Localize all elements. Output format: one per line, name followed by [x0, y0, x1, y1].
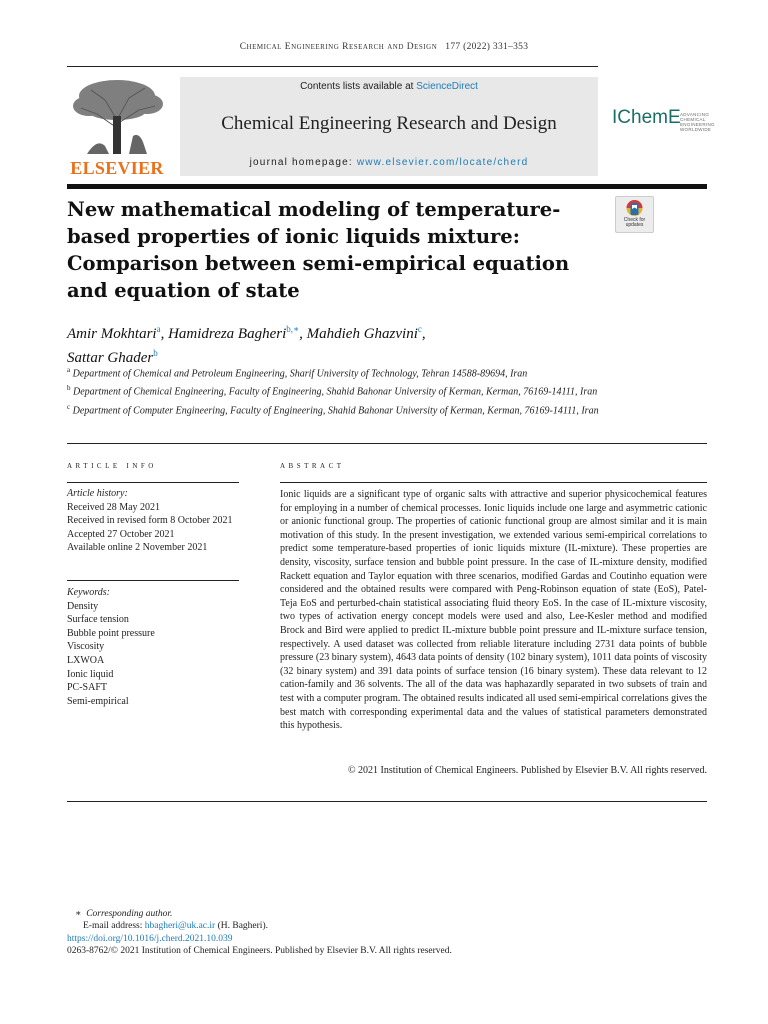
history-item: Available online 2 November 2021	[67, 542, 208, 554]
keywords-label: Keywords:	[67, 587, 110, 598]
contents-prefix: Contents lists available at	[300, 81, 417, 92]
keyword-item[interactable]: Viscosity	[67, 641, 105, 653]
journal-title: Chemical Engineering Research and Design	[221, 113, 557, 134]
running-journal: Chemical Engineering Research and Design	[239, 42, 438, 52]
keywords-rule	[67, 580, 239, 581]
doi-link[interactable]: https://doi.org/10.1016/j.cherd.2021.10.039	[67, 933, 233, 944]
keywords	[67, 586, 239, 708]
abstract-rule	[280, 482, 707, 483]
abstract-text: Ionic liquids are a significant type of organic salts with attractive and superior physicochemical features for employing in a number of chemical processes. Ionic liquids include one large and asymmetric cationic or anionic functional group. The properties of cationic functional group are almost similar and it is main motivation of this study. In the present investigation, we extended various semi-empirical correlations to predict some temperature-based properties of ionic liquids mixture (IL-mixture). These properties are density, viscosity, surface tension and bubble point pressure. In the case of IL-mixture density, modified Rackett equation and Taylor equation with three scenarios, modified Gardas and Coutinho equation were considered and the obtained results were compared with Peng-Robinson equation of state (EoS), Patel-Teja EoS and perturbed-chain statistical associating fluid theory EoS. In the case of IL-mixture viscosity, two types of activation energy concept models were used and also, Lee-Kesler method and modified Brock and Bird were applied to predict IL-mixture bubble point pressure and IL-mixture surface tension, respectively. A used dataset was collected from reliable literature including 2731 data points of bubble pressure (23 binary system), 4643 data points of density (102 binary system), 1011 data points of viscosity (32 binary system) and 391 data points of surface tension (16 binary system). These data relevant to 12 cation-family and 36 solvents. The all of the data was haphazardly separated in two subsets of train and test with a computer program. The obtained results indicated all used semi-empirical correlations gives the best match with corresponding experimental data and the values of statistical parameters demonstrated this hypothesis.	[280, 489, 707, 732]
keyword-item[interactable]: Surface tension	[67, 614, 129, 626]
contents-line	[180, 81, 598, 92]
keyword-item[interactable]: Semi-empirical	[67, 695, 129, 707]
email-link[interactable]: hbagheri@uk.ac.ir	[144, 921, 216, 932]
author-list: Amir Mokhtari$^a$, Hamidreza Bagheri$^{b,∗}$, Mahdieh Ghazvini$^c$, Sattar Ghader$^b$	[67, 324, 426, 366]
crossmark-icon	[616, 197, 653, 219]
section-rule	[67, 443, 707, 444]
journal-homepage	[180, 157, 598, 168]
history-item: Accepted 27 October 2021	[67, 528, 175, 540]
keyword-item[interactable]: Density	[67, 600, 99, 612]
header-rule	[67, 66, 598, 67]
crossmark-label: Check for updates	[623, 217, 646, 228]
author[interactable]: Sattar Ghader$^b$	[67, 348, 158, 366]
icheme-tagline: ADVANCING CHEMICAL ENGINEERING WORLDWIDE	[680, 112, 715, 132]
elsevier-wordmark[interactable]: ELSEVIER	[70, 158, 164, 178]
corresponding-author-note: ∗ Corresponding author.	[75, 909, 173, 919]
affiliation-item: $^c$ Department of Computer Engineering, Faculty of Engineering, Shahid Bahonar University of Kerman, Kerman, 76169-14111, Iran	[67, 402, 599, 416]
footnotes	[67, 908, 707, 958]
keyword-item[interactable]: LXWOA	[67, 654, 105, 666]
sciencedirect-link[interactable]: ScienceDirect	[416, 81, 478, 92]
affiliations	[67, 363, 607, 418]
icheme-logo[interactable]	[612, 107, 715, 137]
author[interactable]: Mahdieh Ghazvini$^c$	[306, 324, 422, 342]
affiliation-item: $^b$ Department of Chemical Engineering, Faculty of Engineering, Shahid Bahonar University of Kerman, Kerman, 76169-14111, Iran	[67, 384, 598, 398]
check-for-updates-button[interactable]	[615, 196, 654, 233]
article-title: New mathematical modeling of temperature-based properties of ionic liquids mixture: Comparison between semi-empirical equation and equation of state	[67, 198, 570, 302]
author[interactable]: Hamidreza Bagheri$^{b,∗}$	[168, 324, 300, 342]
issn-line: 0263-8762/© 2021 Institution of Chemical Engineers. Published by Elsevier B.V. All rights reserved.	[67, 946, 452, 957]
icheme-wordmark: IChemE	[612, 107, 681, 128]
abstract-end-rule	[67, 801, 707, 802]
email-line: E-mail address: hbagheri@uk.ac.ir (H. Bagheri).	[83, 921, 268, 932]
keyword-item[interactable]: Bubble point pressure	[67, 627, 155, 639]
article-info-rule	[67, 482, 239, 483]
homepage-link[interactable]: www.elsevier.com/locate/cherd	[356, 157, 529, 168]
running-citation: 177 (2022) 331–353	[445, 42, 529, 52]
keyword-item[interactable]: Ionic liquid	[67, 668, 114, 680]
abstract-heading: abstract	[280, 461, 345, 471]
homepage-prefix: journal homepage:	[249, 157, 357, 168]
running-header	[0, 42, 768, 52]
keyword-item[interactable]: PC-SAFT	[67, 682, 108, 694]
article-history	[67, 487, 239, 555]
history-label: Article history:	[67, 488, 128, 499]
history-item: Received 28 May 2021	[67, 501, 161, 513]
history-item: Received in revised form 8 October 2021	[67, 515, 233, 527]
affiliation-item: $^a$ Department of Chemical and Petroleum Engineering, Sharif University of Technology, Tehran 14588-89694, Iran	[67, 366, 528, 380]
banner-thick-rule	[67, 184, 707, 189]
author[interactable]: Amir Mokhtari$^a$	[67, 324, 161, 342]
abstract-copyright: © 2021 Institution of Chemical Engineers. Published by Elsevier B.V. All rights reserved.	[347, 765, 707, 776]
article-info-heading: article info	[67, 461, 157, 471]
